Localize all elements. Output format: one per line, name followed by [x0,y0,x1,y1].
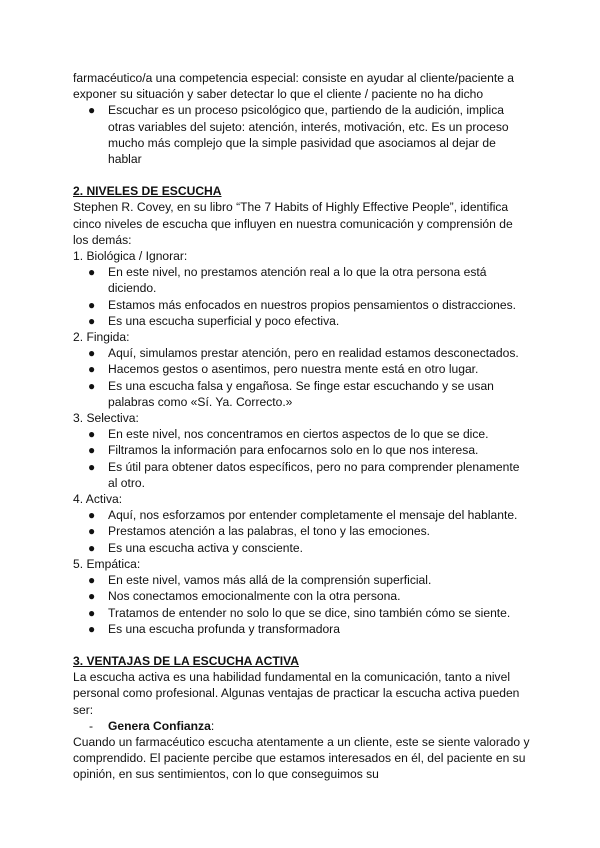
level-bullet-list [73,345,530,410]
section-2-heading: 2. NIVELES DE ESCUCHA [73,184,222,199]
list-item [73,442,530,458]
bullet-icon: ● [88,427,96,442]
bullet-icon: ● [88,346,96,361]
bullet-icon: ● [88,265,96,280]
list-item-text: Es una escucha profunda y transformadora [108,621,340,636]
list-item [73,621,530,637]
bullet-icon: ● [88,378,96,393]
advantage-title: Genera Confianza [108,718,211,733]
list-item-text: Aquí, nos esforzamos por entender completamente el mensaje del hablante. [108,508,518,523]
bullet-icon: ● [88,508,96,523]
list-item [73,588,530,604]
list-item-text: Es útil para obtener datos específicos, pero no para comprender plenamente al otro. [108,459,520,490]
list-item [73,459,530,491]
level-title: 1. Biológica / Ignorar: [73,249,188,264]
list-item [73,297,530,313]
list-item-text: Escuchar es un proceso psicológico que, partiendo de la audición, implica otras variables del sujeto: atención, interés, motivación, etc. Es un proceso mucho más complejo que la simple pasividad que asociamos al dejar de hablar [108,103,509,167]
list-item-text: Filtramos la información para enfocarnos solo en lo que nos interesa. [108,443,479,458]
dash-marker: - [89,718,94,733]
list-item [73,572,530,588]
list-item-text: Hacemos gestos o asentimos, pero nuestra mente está en otro lugar. [108,362,479,377]
list-item [73,507,530,523]
intro-paragraph: farmacéutico/a una competencia especial: consiste en ayudar al cliente/paciente a exponer su situación y saber detectar lo que el cliente / paciente no ha dicho [73,71,515,102]
bullet-icon: ● [88,540,96,555]
level-title: 3. Selectiva: [73,411,139,426]
level-bullet-list [73,572,530,637]
list-item [73,540,530,556]
intro-bullet-list [73,102,530,167]
bullet-icon: ● [88,459,96,474]
section-3-heading: 3. VENTAJAS DE LA ESCUCHA ACTIVA [73,653,299,668]
level-bullet-list [73,264,530,329]
level-bullet-list [73,507,530,556]
list-item-text: Es una escucha activa y consciente. [108,540,303,555]
list-item-text: Es una escucha falsa y engañosa. Se finge estar escuchando y se usan palabras como «Sí. Ya. Correcto.» [108,378,494,409]
bullet-icon: ● [88,621,96,636]
level-title: 4. Activa: [73,492,123,507]
level-title: 2. Fingida: [73,330,130,345]
list-item [73,313,530,329]
section-3-intro: La escucha activa es una habilidad fundamental en la comunicación, tanto a nivel personal como profesional. Algunas ventajas de practicar la escucha activa pueden ser: [73,670,520,717]
list-item-text: En este nivel, nos concentramos en ciertos aspectos de lo que se dice. [108,427,489,442]
bullet-icon: ● [88,297,96,312]
list-item [73,426,530,442]
list-item-text: En este nivel, no prestamos atención real a lo que la otra persona está diciendo. [108,265,487,296]
list-item [73,605,530,621]
list-item-text: Aquí, simulamos prestar atención, pero en realidad estamos desconectados. [108,346,519,361]
list-item [73,102,530,167]
list-item-text: Estamos más enfocados en nuestros propios pensamientos o distracciones. [108,297,517,312]
list-item [73,345,530,361]
list-item-text: Nos conectamos emocionalmente con la otra persona. [108,589,401,604]
bullet-icon: ● [88,103,96,118]
section-2-intro: Stephen R. Covey, en su libro “The 7 Habits of Highly Effective People”, identifica cinco niveles de escucha que influyen en nuestra comunicación y comprensión de los demás: [73,200,513,247]
advantage-colon: : [210,718,215,733]
list-item [73,264,530,296]
bullet-icon: ● [88,443,96,458]
level-title: 5. Empática: [73,556,141,571]
bullet-icon: ● [88,362,96,377]
list-item-text: Tratamos de entender no solo lo que se dice, sino también cómo se siente. [108,605,511,620]
list-item-text: Es una escucha superficial y poco efectiva. [108,313,340,328]
list-item [73,523,530,539]
advantage-text: Cuando un farmacéutico escucha atentamente a un cliente, este se siente valorado y comprendido. El paciente percibe que estamos interesados en él, del paciente en su opinión, en sus sentimientos, con lo que conseguimos su [73,734,530,782]
bullet-icon: ● [88,313,96,328]
bullet-icon: ● [88,589,96,604]
level-bullet-list [73,426,530,491]
bullet-icon: ● [88,605,96,620]
list-item [73,361,530,377]
list-item-text: Prestamos atención a las palabras, el tono y las emociones. [108,524,431,539]
bullet-icon: ● [88,524,96,539]
advantage-item [73,718,530,734]
list-item [73,378,530,410]
list-item-text: En este nivel, vamos más allá de la comprensión superficial. [108,573,432,588]
bullet-icon: ● [88,573,96,588]
